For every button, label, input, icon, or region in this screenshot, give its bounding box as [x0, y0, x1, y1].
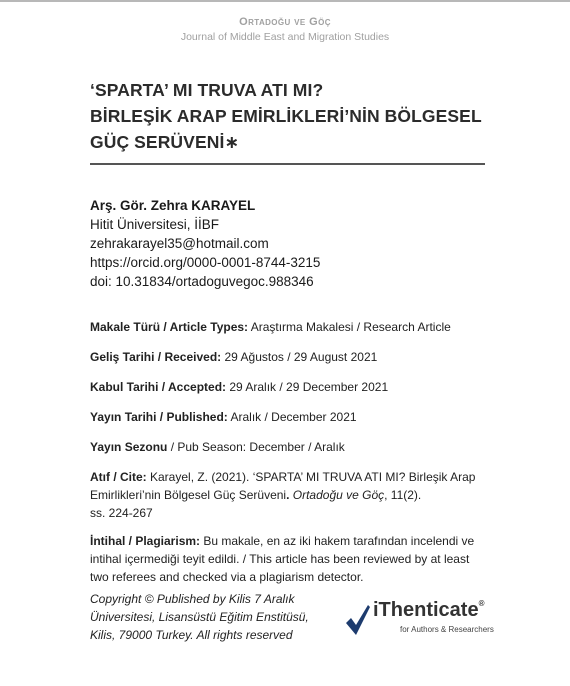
author-email[interactable]: zehrakarayel35@hotmail.com — [90, 236, 269, 251]
article-doi[interactable]: doi: 10.31834/ortadoguvegoc.988346 — [90, 274, 314, 289]
cite-label: Atıf / Cite: — [90, 470, 147, 484]
copyright-line-1: Copyright © Published by Kilis 7 Aralık — [90, 592, 295, 606]
season-value: / Pub Season: December / Aralık — [167, 440, 345, 454]
title-line-3: GÜÇ SERÜVENİ∗ — [90, 132, 240, 152]
checkmark-icon — [345, 603, 371, 637]
ithenticate-logo — [345, 597, 495, 641]
title-divider — [90, 163, 485, 165]
accepted-row — [90, 378, 490, 396]
season-label: Yayın Sezonu — [90, 440, 168, 454]
received-value: 29 Ağustos / 29 August 2021 — [221, 350, 378, 364]
article-metadata — [90, 318, 490, 586]
journal-subtitle: Journal of Middle East and Migration Studies — [180, 31, 390, 43]
title-line-1: ‘SPARTA’ MI TRUVA ATI MI? — [90, 80, 324, 100]
cite-journal: Ortadoğu ve Göç — [289, 488, 385, 502]
accepted-value: 29 Aralık / 29 December 2021 — [226, 380, 389, 394]
received-label: Geliş Tarihi / Received: — [90, 350, 222, 364]
accepted-label: Kabul Tarihi / Accepted: — [90, 380, 227, 394]
published-value: Aralık / December 2021 — [227, 410, 357, 424]
copyright-line-3: Kilis, 79000 Turkey. All rights reserved — [90, 628, 293, 642]
citation-row — [90, 468, 490, 522]
top-rule — [0, 0, 570, 2]
cite-text: Karayel, Z. (2021). ‘SPARTA’ MI TRUVA ATI MI? Birleşik Arap Emirlikleri’nin Bölgesel Güç Serüveni — [90, 470, 476, 502]
title-line-2: BİRLEŞİK ARAP EMİRLİKLERİ’NİN BÖLGESEL — [90, 106, 482, 126]
article-title — [90, 77, 485, 155]
article-type-label: Makale Türü / Article Types: — [90, 320, 249, 334]
published-label: Yayın Tarihi / Published: — [90, 410, 228, 424]
received-row — [90, 348, 490, 366]
author-block — [90, 196, 320, 291]
plagiarism-label: İntihal / Plagiarism: — [90, 534, 201, 548]
plagiarism-text: Bu makale, en az iki hakem tarafından incelendi ve intihal içermediği teyit edildi. / This article has been reviewed by at least two referees and checked via a plagiarism detector. — [90, 534, 475, 584]
cite-pages: ss. 224-267 — [90, 506, 153, 520]
author-affiliation: Hitit Üniversitesi, İİBF — [90, 217, 220, 232]
ithenticate-tagline: for Authors & Researchers — [400, 625, 494, 634]
published-row — [90, 408, 490, 426]
plagiarism-row — [90, 532, 490, 586]
ithenticate-wordmark: iThenticate® — [373, 599, 485, 621]
copyright-line-2: Üniversitesi, Lisansüstü Eğitim Enstitüsü, — [90, 610, 309, 624]
article-type-value: Araştırma Makalesi / Research Article — [248, 320, 451, 334]
article-type-row — [90, 318, 490, 336]
author-name: Arş. Gör. Zehra KARAYEL — [90, 198, 256, 213]
journal-header — [0, 16, 570, 43]
cite-dot: . — [286, 488, 290, 502]
season-row — [90, 438, 490, 456]
author-orcid[interactable]: https://orcid.org/0000-0001-8744-3215 — [90, 255, 321, 270]
cite-volume: , 11(2). — [384, 488, 422, 502]
copyright-notice — [90, 590, 330, 644]
journal-name: Ortadoğu ve Göç — [239, 16, 331, 28]
